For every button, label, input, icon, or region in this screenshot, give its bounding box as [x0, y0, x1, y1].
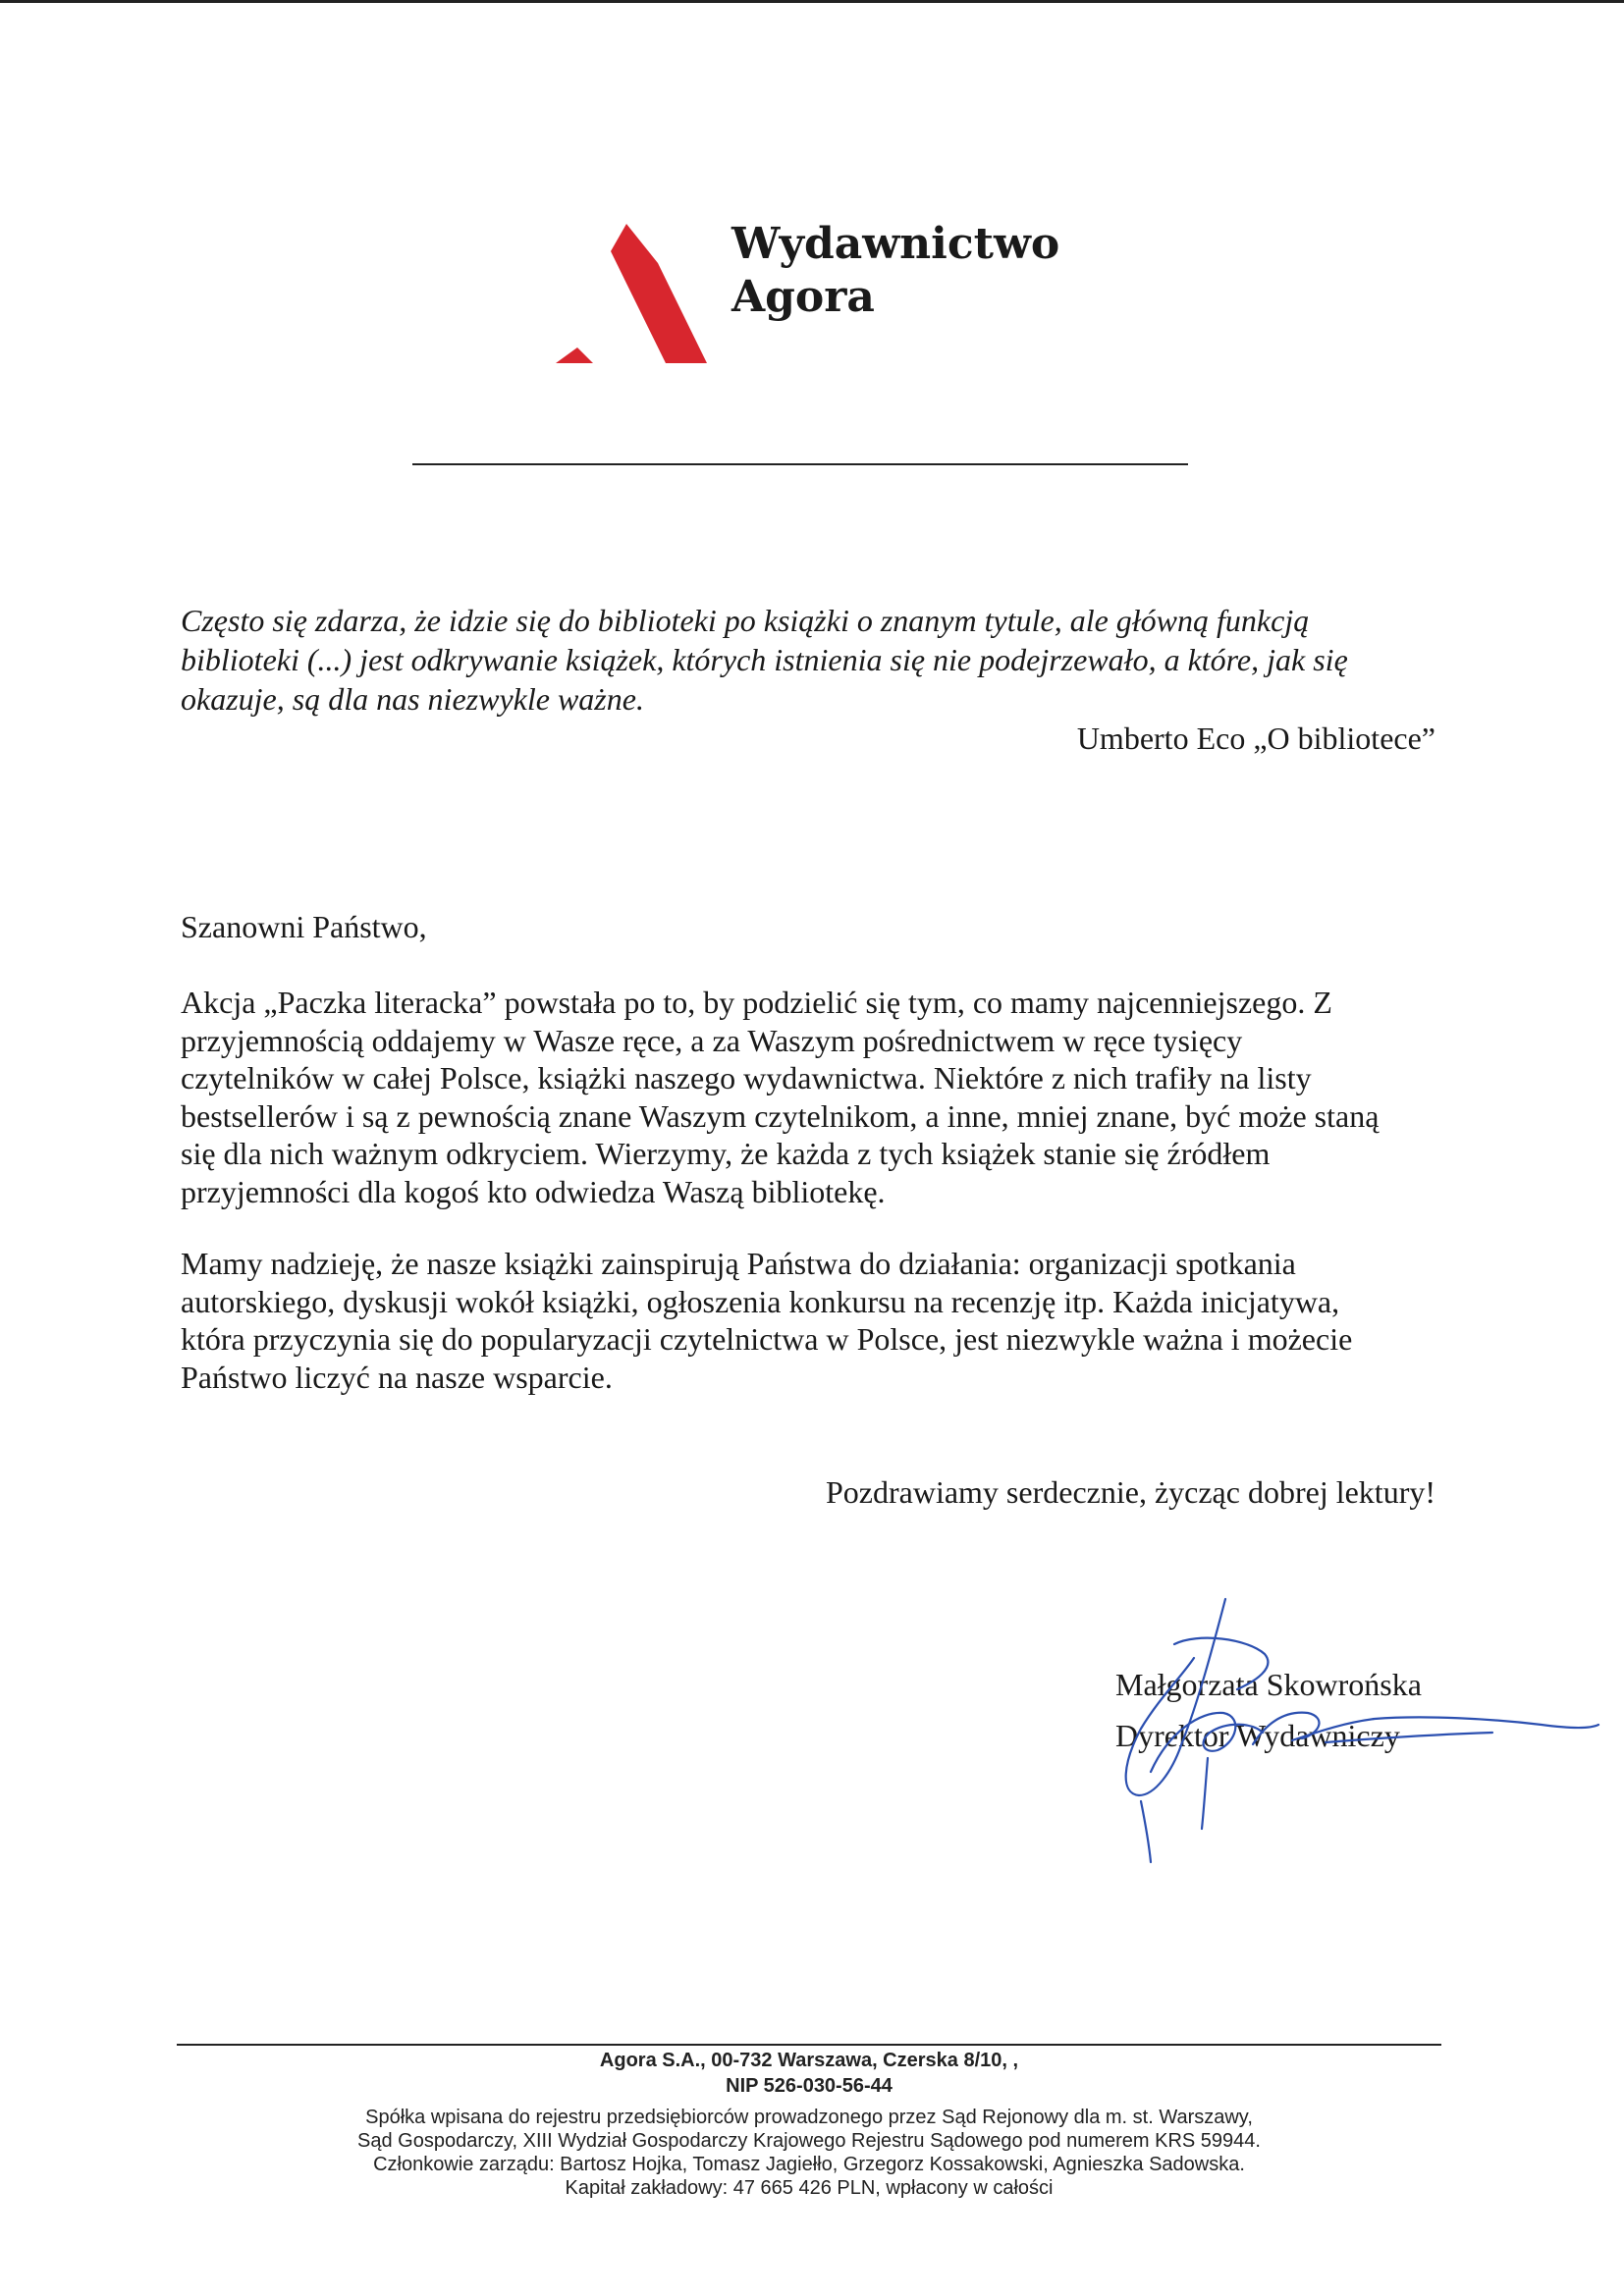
epigraph-line: Często się zdarza, że idzie się do biblioteki po książki o znanym tytule, ale główną funkcją	[181, 603, 1310, 638]
page-top-edge	[0, 0, 1624, 3]
publisher-name	[731, 218, 1059, 324]
epigraph-source: Umberto Eco „O bibliotece”	[1076, 721, 1435, 756]
epigraph-quote	[181, 601, 1447, 719]
brand-line-1: Wydawnictwo	[731, 219, 1060, 269]
handwritten-signature	[1080, 1585, 1600, 1870]
letter-greeting: Szanowni Państwo,	[181, 909, 427, 944]
paragraph-line: która przyczynia się do popularyzacji czytelnictwa w Polsce, jest niezwykle ważna i możecie	[181, 1321, 1353, 1357]
footer-tax-id: NIP 526-030-56-44	[726, 2075, 893, 2097]
letter-paragraph-1	[181, 984, 1447, 1210]
paragraph-line: się dla nich ważnym odkryciem. Wierzymy, że każda z tych książek stanie się źródłem	[181, 1136, 1271, 1171]
footer-legal-line: Kapitał zakładowy: 47 665 426 PLN, wpłacony w całości	[565, 2177, 1054, 2199]
logo-main-stroke	[611, 224, 707, 363]
paragraph-line: autorskiego, dyskusji wokół książki, ogłoszenia konkursu na recenzję itp. Każda inicjatywa,	[181, 1283, 1340, 1319]
agora-logo	[550, 224, 717, 371]
letter-paragraph-2	[181, 1245, 1447, 1396]
epigraph-line: okazuje, są dla nas niezwykle ważne.	[181, 681, 644, 717]
paragraph-line: Akcja „Paczka literacka” powstała po to, by podzielić się tym, co mamy najcenniejszego. Z	[181, 985, 1332, 1020]
footer-company-address: Agora S.A., 00-732 Warszawa, Czerska 8/10, ,	[599, 2050, 1019, 2071]
paragraph-line: przyjemnością oddajemy w Wasze ręce, a za Waszym pośrednictwem w ręce tysięcy	[181, 1022, 1243, 1058]
letter-closing: Pozdrawiamy serdecznie, życząc dobrej lektury!	[825, 1474, 1435, 1510]
paragraph-line: Państwo liczyć na nasze wsparcie.	[181, 1359, 613, 1395]
signer-title: Dyrektor Wydawniczy	[1115, 1718, 1400, 1753]
brand-line-2: Agora	[731, 272, 875, 322]
footer-legal-line: Sąd Gospodarczy, XIII Wydział Gospodarczy Krajowego Rejestru Sądowego pod numerem KRS 59944.	[357, 2130, 1261, 2152]
paragraph-line: bestsellerów i są z pewnością znane Waszym czytelnikom, a inne, mniej znane, być może staną	[181, 1097, 1380, 1134]
footer-divider	[177, 2044, 1441, 2046]
footer-legal-line: Członkowie zarządu: Bartosz Hojka, Tomasz Jagiełło, Grzegorz Kossakowski, Agnieszka Sadowska.	[373, 2154, 1245, 2175]
logo-small-stroke	[556, 347, 593, 363]
footer-legal-line: Spółka wpisana do rejestru przedsiębiorców prowadzonego przez Sąd Rejonowy dla m. st. Warszawy,	[365, 2107, 1253, 2128]
signer-name: Małgorzata Skowrońska	[1115, 1667, 1422, 1702]
footer-legal-info	[177, 2106, 1441, 2200]
paragraph-line: Mamy nadzieję, że nasze książki zainspirują Państwa do działania: organizacji spotkania	[181, 1246, 1296, 1281]
header-divider	[412, 463, 1188, 465]
paragraph-line: przyjemności dla kogoś kto odwiedza Waszą bibliotekę.	[181, 1173, 886, 1209]
page-footer	[177, 2048, 1441, 2200]
paragraph-line: czytelników w całej Polsce, książki naszego wydawnictwa. Niektóre z nich trafiły na listy	[181, 1060, 1312, 1095]
epigraph-line: biblioteki (...) jest odkrywanie książek, których istnienia się nie podejrzewało, a które, jak się	[181, 642, 1348, 677]
